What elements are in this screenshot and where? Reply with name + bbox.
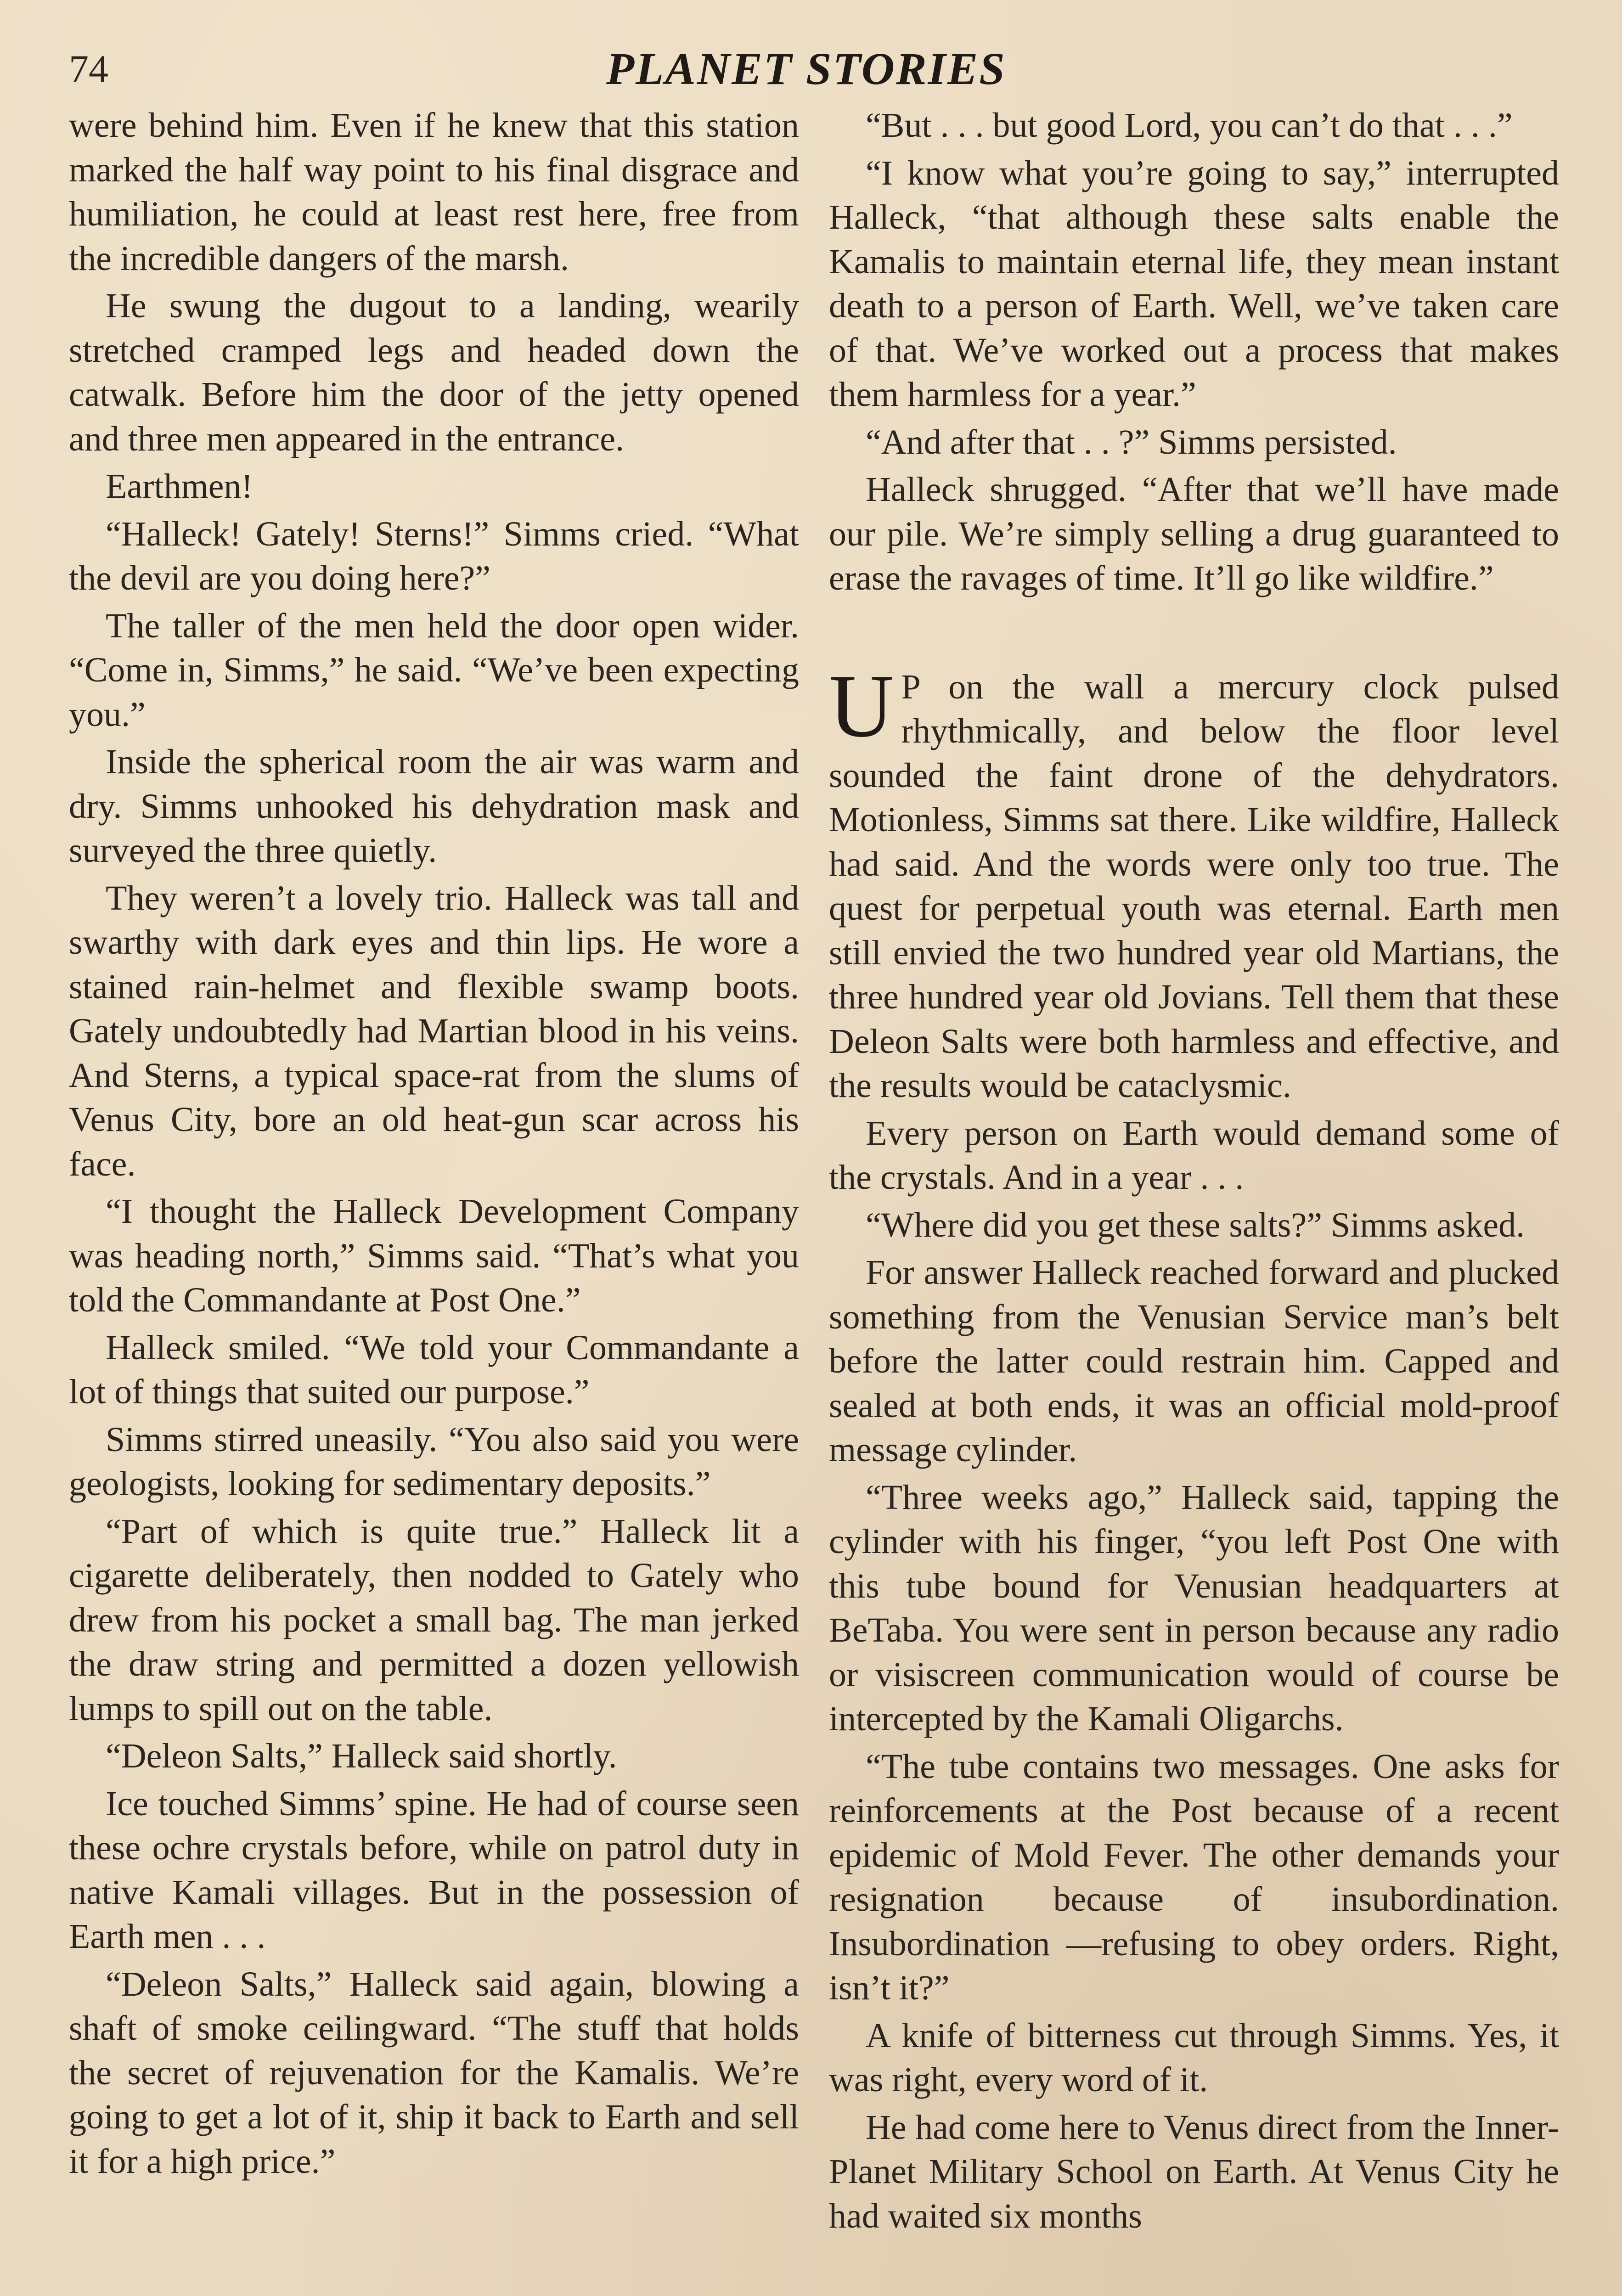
paragraph: “And after that . . ?” Simms persisted. [866,422,1397,461]
paragraph: For answer Halleck reached forward and plucked something from the Venusian Service man’s belt before the latter could restrain him. Capped and sealed at both ends, it was an official mold-proof message cylinder. [829,1253,1559,1469]
paragraph: were behind him. Even if he knew that this station marked the half way point to his final disgrace and humiliation, he could at least rest here, free from the incredible dangers of the marsh. [69,106,799,278]
paragraph: Earthmen! [106,467,253,506]
paragraph: “Deleon Salts,” Halleck said shortly. [106,1737,617,1775]
page-number: 74 [69,47,108,91]
paragraph: “I thought the Halleck Development Company was heading north,” Simms said. “That’s what you told the Commandante at Post One.” [69,1192,799,1319]
paragraph: Every person on Earth would demand some of the crystals. And in a year . . . [829,1114,1559,1197]
running-title: PLANET STORIES [606,43,1006,94]
paragraph: A knife of bitterness cut through Simms. Yes, it was right, every word of it. [829,2016,1559,2099]
paragraph: They weren’t a lovely trio. Halleck was tall and swarthy with dark eyes and thin lips. He wore a stained rain-helmet and flexible swamp boots. Gately undoubtedly had Martian blood in his veins. And Sterns, a typical space-rat from the slums of Venus City, bore an old heat-gun scar across his face. [69,878,799,1183]
section-break-paragraph [829,656,1559,1108]
page-header [69,43,1561,96]
paragraph: He had come here to Venus direct from the Inner-Planet Military School on Earth. At Venus City he had waited six months [829,2108,1559,2235]
paragraph: Halleck shrugged. “After that we’ll have made our pile. We’re simply selling a drug guaranteed to erase the ravages of time. It’ll go like wildfire.” [829,470,1559,597]
right-column [829,103,1559,2241]
left-column [69,103,799,2187]
paragraph: Simms stirred uneasily. “You also said you were geologists, looking for sedimentary deposits.” [69,1420,799,1503]
paragraph: “Where did you get these salts?” Simms asked. [866,1205,1525,1244]
paragraph: The taller of the men held the door open wider. “Come in, Simms,” he said. “We’ve been expecting you.” [69,606,799,734]
paragraph: Ice touched Simms’ spine. He had of course seen these ochre crystals before, while on patrol duty in native Kamali villages. But in the possession of Earth men . . . [69,1784,799,1956]
section-break-text: P on the wall a mercury clock pulsed rhythmically, and below the floor level sounded the faint drone of the dehydrators. Motionless, Simms sat there. Like wildfire, Halleck had said. And the words were only too true. The quest for perpetual youth was eternal. Earth men still envied the two hundred year old Martians, the three hundred year old Jovians. Tell them that these Deleon Salts were both harmless and effective, and the results would be cataclysmic. [829,667,1559,1105]
paragraph: Inside the spherical room the air was warm and dry. Simms unhooked his dehydration mask and surveyed the three quietly. [69,743,799,870]
paragraph: “The tube contains two messages. One asks for reinforcements at the Post because of a recent epidemic of Mold Fever. The other demands your resignation because of insubordination. Insubordination —refusing to obey orders. Right, isn’t it?” [829,1747,1559,2007]
paragraph: “But . . . but good Lord, you can’t do that . . .” [866,106,1513,145]
paragraph: “Three weeks ago,” Halleck said, tapping the cylinder with his finger, “you left Post One with this tube bound for Venusian headquarters at BeTaba. You were sent in person because any radio or visiscreen communication would of course be intercepted by the Kamali Oligarchs. [829,1478,1559,1738]
paragraph: “Part of which is quite true.” Halleck lit a cigarette deliberately, then nodded to Gately who drew from his pocket a small bag. The man jerked the draw string and permitted a dozen yellowish lumps to spill out on the table. [69,1512,799,1728]
drop-cap: U [829,656,894,756]
paragraph: Halleck smiled. “We told your Commandante a lot of things that suited our purpose.” [69,1328,799,1411]
paragraph: He swung the dugout to a landing, wearily stretched cramped legs and headed down the catwalk. Before him the door of the jetty opened and three men appeared in the entrance. [69,287,799,458]
paragraph: “Deleon Salts,” Halleck said again, blowing a shaft of smoke ceilingward. “The stuff that holds the secret of rejuvenation for the Kamalis. We’re going to get a lot of it, ship it back to Earth and sell it for a high price.” [69,1964,799,2181]
paragraph: “Halleck! Gately! Sterns!” Simms cried. “What the devil are you doing here?” [69,514,799,597]
paragraph: “I know what you’re going to say,” interrupted Halleck, “that although these salts enable the Kamalis to maintain eternal life, they mean instant death to a person of Earth. Well, we’ve taken care of that. We’ve worked out a process that makes them harmless for a year.” [829,153,1559,414]
